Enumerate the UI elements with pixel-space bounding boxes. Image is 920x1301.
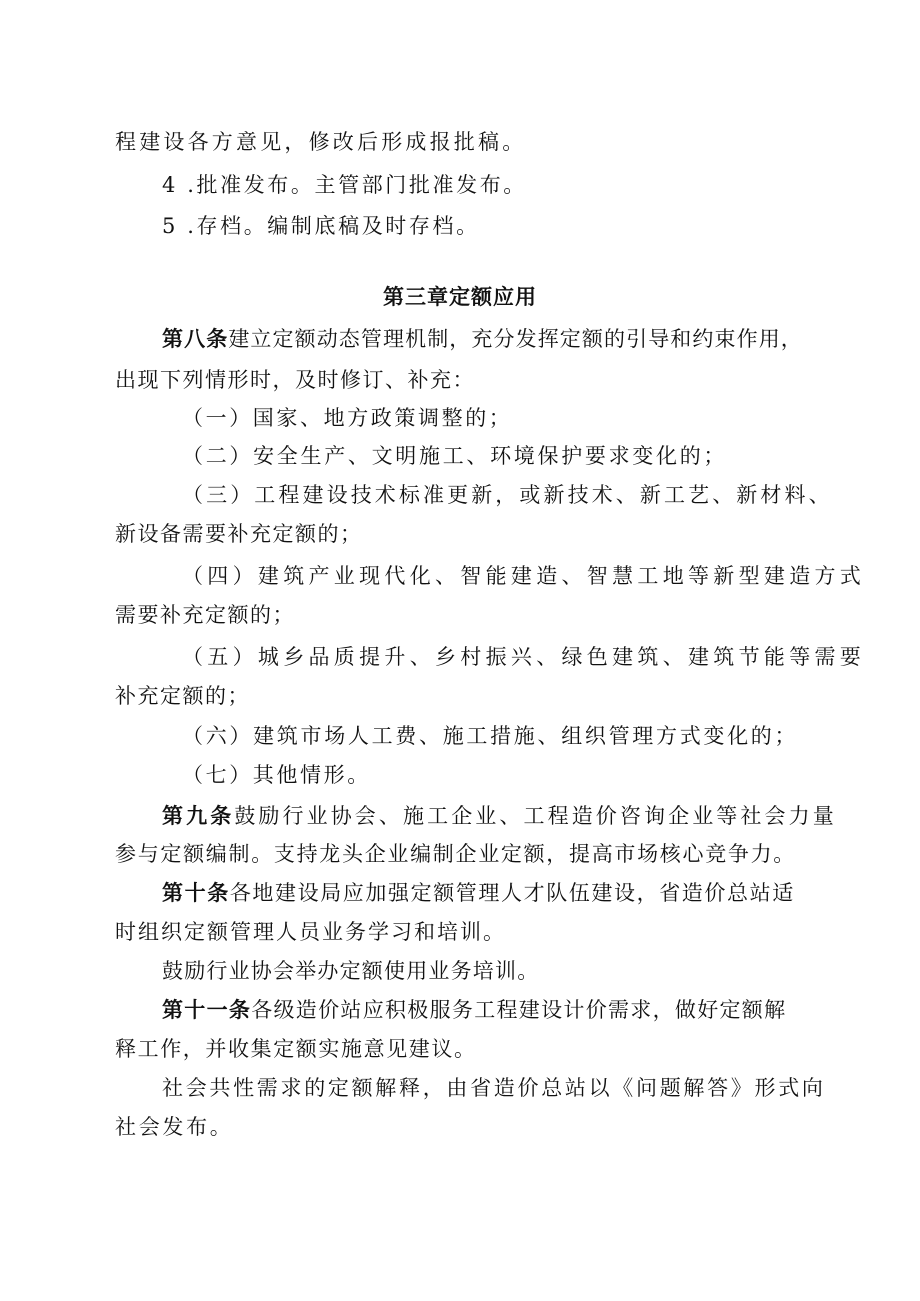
list-item-4-cont: 需要补充定额的； [115, 603, 295, 627]
paragraph-line: 释工作，并收集定额实施意见建议。 [115, 1037, 477, 1061]
article-9-label: 第九条 [162, 803, 235, 828]
list-item-3: （三）工程建设技术标准更新，或新技术、新工艺、新材料、 [182, 483, 833, 507]
article-8-label: 第八条 [162, 326, 229, 351]
list-item-4: （四）建筑产业现代化、智能建造、智慧工地等新型建造方式 [182, 564, 866, 588]
article-11-label: 第十一条 [162, 997, 252, 1022]
paragraph-line: 参与定额编制。支持龙头企业编制企业定额，提高市场核心竞争力。 [115, 842, 796, 866]
list-item-archive: 5 .存档。编制底稿及时存档。 [162, 214, 480, 238]
article-10-line [162, 878, 795, 908]
list-item-7: （七）其他情形。 [182, 763, 371, 787]
article-11-line [162, 995, 786, 1025]
list-item-6: （六）建筑市场人工费、施工措施、组织管理方式变化的； [182, 724, 799, 748]
article-9-line [162, 801, 837, 831]
article-11-text: 各级造价站应积极服务工程建设计价需求，做好定额解 [251, 998, 787, 1022]
paragraph-line: 社会共性需求的定额解释，由省造价总站以《问题解答》形式向 [162, 1076, 826, 1100]
paragraph-line: 出现下列情形时，及时修订、补充： [115, 368, 475, 392]
list-item-1: （一）国家、地方政策调整的； [182, 406, 513, 430]
list-item-5-cont: 补充定额的； [115, 684, 250, 708]
article-9-text: 鼓励行业协会、施工企业、工程造价咨询企业等社会力量 [234, 804, 837, 828]
paragraph-line: 社会发布。 [115, 1115, 234, 1139]
article-8-text: 建立定额动态管理机制，充分发挥定额的引导和约束作用， [228, 327, 803, 351]
chapter-heading: 第三章定额应用 [383, 284, 537, 309]
article-10-text: 各地建设局应加强定额管理人才队伍建设，省造价总站适 [229, 881, 795, 905]
paragraph-line: 鼓励行业协会举办定额使用业务培训。 [162, 959, 540, 983]
list-item-3-cont: 新设备需要补充定额的； [115, 522, 363, 546]
paragraph-line: 时组织定额管理人员业务学习和培训。 [115, 920, 506, 944]
list-item-approval: 4 .批准发布。主管部门批准发布。 [162, 173, 527, 197]
paragraph-line: 程建设各方意见，修改后形成报批稿。 [115, 130, 527, 154]
list-item-2: （二）安全生产、文明施工、环境保护要求变化的； [182, 444, 728, 468]
article-10-label: 第十条 [162, 880, 230, 905]
list-item-5: （五）城乡品质提升、乡村振兴、绿色建筑、建筑节能等需要 [182, 645, 866, 669]
article-8-line [162, 324, 803, 354]
